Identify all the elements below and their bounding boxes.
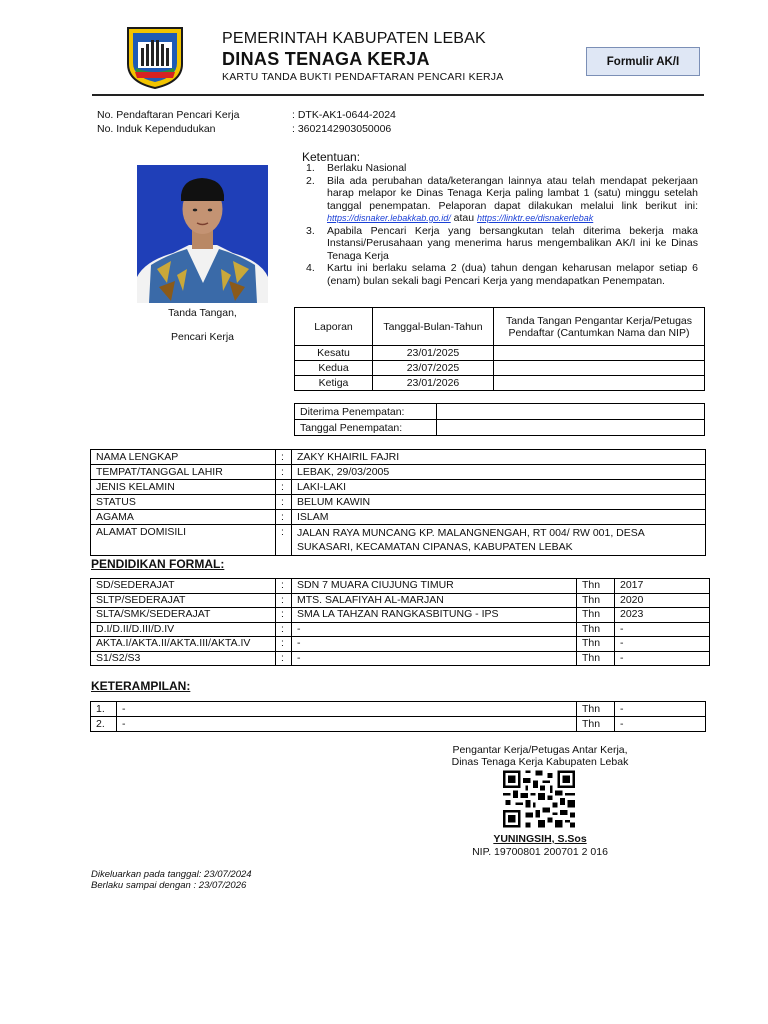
skills-row xyxy=(91,702,706,717)
education-row xyxy=(91,608,710,623)
report-label: Ketiga xyxy=(295,376,373,391)
education-level: D.I/D.II/D.III/D.IV xyxy=(91,622,276,637)
officer-name-text: YUNINGSIH, S.Sos xyxy=(493,833,587,845)
education-level: SLTA/SMK/SEDERAJAT xyxy=(91,608,276,623)
education-table xyxy=(90,578,710,666)
terms-item-number: 2. xyxy=(306,174,315,187)
education-year-label: Thn xyxy=(577,593,615,608)
biodata-separator: : xyxy=(276,510,292,525)
biodata-label: JENIS KELAMIN xyxy=(91,480,276,495)
placement-accepted-label: Diterima Penempatan: xyxy=(295,404,437,420)
valid-until-date: Berlaku sampai dengan : 23/07/2026 xyxy=(91,880,247,891)
issue-date: Dikeluarkan pada tanggal: 23/07/2024 xyxy=(91,869,252,880)
biodata-value: LEBAK, 29/03/2005 xyxy=(292,465,706,480)
report-signature-cell xyxy=(494,376,705,391)
skills-row xyxy=(91,717,706,732)
report-signature-cell xyxy=(494,346,705,361)
skill-year-label: Thn xyxy=(577,702,615,717)
terms-item-text: Berlaku Nasional xyxy=(327,162,407,174)
education-separator: : xyxy=(276,579,292,594)
education-school: SDN 7 MUARA CIUJUNG TIMUR xyxy=(292,579,577,594)
report-table-header xyxy=(295,308,705,346)
education-separator: : xyxy=(276,593,292,608)
report-row xyxy=(295,346,705,361)
placement-row xyxy=(295,404,705,420)
terms-item xyxy=(306,262,698,287)
biodata-row xyxy=(91,510,706,525)
education-separator: : xyxy=(276,637,292,652)
registration-number-label: No. Pendaftaran Pencari Kerja xyxy=(97,109,240,121)
education-school: MTS. SALAFIYAH AL-MARJAN xyxy=(292,593,577,608)
biodata-label: ALAMAT DOMISILI xyxy=(91,525,276,556)
skills-table xyxy=(90,701,706,732)
education-year: - xyxy=(615,637,710,652)
terms-item-text-with-links xyxy=(327,175,698,225)
lebak-regency-logo xyxy=(124,24,186,90)
education-row xyxy=(91,651,710,666)
skill-year: - xyxy=(615,702,706,717)
officer-title-line: Pengantar Kerja/Petugas Antar Kerja, xyxy=(452,744,628,756)
report-header-cell: Laporan xyxy=(295,308,373,346)
terms-item-text: Kartu ini berlaku selama 2 (dua) tahun dengan keharusan melapor setiap 6 (enam) bulan sekali bagi Pencari Kerja yang mendapatkan Penempatan. xyxy=(327,262,698,287)
education-school: SMA LA TAHZAN RANGKASBITUNG - IPS xyxy=(292,608,577,623)
linktree-link[interactable]: https://linktr.ee/disnakerlebak xyxy=(477,213,594,223)
skill-number: 1. xyxy=(91,702,117,717)
nik-label: No. Induk Kependudukan xyxy=(97,123,216,135)
education-row xyxy=(91,593,710,608)
education-row xyxy=(91,579,710,594)
education-separator: : xyxy=(276,608,292,623)
education-row xyxy=(91,637,710,652)
report-date: 23/01/2025 xyxy=(373,346,494,361)
report-header-cell: Tanggal-Bulan-Tahun xyxy=(373,308,494,346)
biodata-separator: : xyxy=(276,495,292,510)
terms-item xyxy=(306,225,698,263)
education-row xyxy=(91,622,710,637)
education-year: - xyxy=(615,622,710,637)
applicant-role-label: Pencari Kerja xyxy=(170,331,235,343)
education-year-label: Thn xyxy=(577,651,615,666)
terms-title: Ketentuan: xyxy=(302,150,361,164)
terms-list xyxy=(306,162,698,287)
report-row xyxy=(295,361,705,376)
education-school: - xyxy=(292,651,577,666)
biodata-value: BELUM KAWIN xyxy=(292,495,706,510)
signature-label: Tanda Tangan, xyxy=(168,307,237,319)
terms-item xyxy=(306,162,698,175)
biodata-row xyxy=(91,495,706,510)
disnaker-website-link[interactable]: https://disnaker.lebakkab.go.id/ xyxy=(327,213,451,223)
header-divider xyxy=(92,94,704,96)
report-header-cell: Tanda Tangan Pengantar Kerja/Petugas Pendaftar (Cantumkan Nama dan NIP) xyxy=(494,308,705,346)
skills-section-title: KETERAMPILAN: xyxy=(91,679,191,693)
skill-name: - xyxy=(117,717,577,732)
education-year: 2023 xyxy=(615,608,710,623)
biodata-separator: : xyxy=(276,465,292,480)
placement-table xyxy=(294,403,705,436)
skill-name: - xyxy=(117,702,577,717)
skill-number: 2. xyxy=(91,717,117,732)
biodata-row xyxy=(91,480,706,495)
education-section-title: PENDIDIKAN FORMAL: xyxy=(91,557,225,571)
skill-year-label: Thn xyxy=(577,717,615,732)
officer-office-line: Dinas Tenaga Kerja Kabupaten Lebak xyxy=(451,756,629,768)
biodata-row xyxy=(91,465,706,480)
biodata-value: ZAKY KHAIRIL FAJRI xyxy=(292,450,706,465)
department-name: DINAS TENAGA KERJA xyxy=(222,49,430,69)
report-row xyxy=(295,376,705,391)
report-date: 23/07/2025 xyxy=(373,361,494,376)
terms-item-text: Bila ada perubahan data/keterangan lainnya atau telah mendapat pekerjaan harap melapor ke Dinas Tenaga Kerja paling lambat 1 (satu) minggu setelah tanggal penempatan. Pelaporan dapat dilakukan melalui link berikut ini: xyxy=(327,174,698,212)
biodata-row xyxy=(91,450,706,465)
applicant-photo xyxy=(137,165,268,303)
biodata-separator: : xyxy=(276,525,292,556)
terms-item-text: Apabila Pencari Kerja yang bersangkutan telah diterima bekerja maka Instansi/Perusahaan yang menerima harus mengembalikan AK/I ini ke Dinas Tenaga Kerja xyxy=(327,224,698,262)
biodata-label: AGAMA xyxy=(91,510,276,525)
education-year: 2020 xyxy=(615,593,710,608)
education-separator: : xyxy=(276,622,292,637)
registration-number-value: : DTK-AK1-0644-2024 xyxy=(292,109,396,121)
government-name: PEMERINTAH KABUPATEN LEBAK xyxy=(222,30,486,47)
education-year: - xyxy=(615,651,710,666)
terms-item xyxy=(306,175,698,225)
card-title: KARTU TANDA BUKTI PENDAFTARAN PENCARI KERJA xyxy=(222,71,504,83)
placement-date-label: Tanggal Penempatan: xyxy=(295,420,437,436)
education-year-label: Thn xyxy=(577,608,615,623)
biodata-separator: : xyxy=(276,450,292,465)
placement-row xyxy=(295,420,705,436)
skill-year: - xyxy=(615,717,706,732)
education-year-label: Thn xyxy=(577,622,615,637)
report-date: 23/01/2026 xyxy=(373,376,494,391)
education-level: SLTP/SEDERAJAT xyxy=(91,593,276,608)
biodata-value: ISLAM xyxy=(292,510,706,525)
education-school: - xyxy=(292,637,577,652)
education-year: 2017 xyxy=(615,579,710,594)
terms-item-number: 1. xyxy=(306,162,315,174)
terms-item-number: 3. xyxy=(306,224,315,237)
education-separator: : xyxy=(276,651,292,666)
education-year-label: Thn xyxy=(577,579,615,594)
report-label: Kesatu xyxy=(295,346,373,361)
officer-nip: NIP. 19700801 200701 2 016 xyxy=(472,846,608,858)
education-level: S1/S2/S3 xyxy=(91,651,276,666)
form-code-badge: Formulir AK/I xyxy=(586,47,700,76)
biodata-value: JALAN RAYA MUNCANG KP. MALANGNENGAH, RT 004/ RW 001, DESA SUKASARI, KECAMATAN CIPANAS, KABUPATEN LEBAK xyxy=(292,525,706,556)
officer-name xyxy=(430,833,650,845)
placement-accepted-value xyxy=(437,404,705,420)
placement-date-value xyxy=(437,420,705,436)
link-separator: atau xyxy=(450,212,478,224)
education-year-label: Thn xyxy=(577,637,615,652)
report-signature-cell xyxy=(494,361,705,376)
report-label: Kedua xyxy=(295,361,373,376)
biodata-value: LAKI-LAKI xyxy=(292,480,706,495)
nik-value: : 3602142903050006 xyxy=(292,123,392,135)
report-table xyxy=(294,307,705,391)
education-level: AKTA.I/AKTA.II/AKTA.III/AKTA.IV xyxy=(91,637,276,652)
biodata-label: NAMA LENGKAP xyxy=(91,450,276,465)
biodata-label: STATUS xyxy=(91,495,276,510)
qr-code-icon xyxy=(503,770,575,828)
biodata-separator: : xyxy=(276,480,292,495)
biodata-label: TEMPAT/TANGGAL LAHIR xyxy=(91,465,276,480)
biodata-row xyxy=(91,525,706,556)
terms-item-number: 4. xyxy=(306,262,315,274)
education-school: - xyxy=(292,622,577,637)
education-level: SD/SEDERAJAT xyxy=(91,579,276,594)
biodata-table xyxy=(90,449,706,556)
